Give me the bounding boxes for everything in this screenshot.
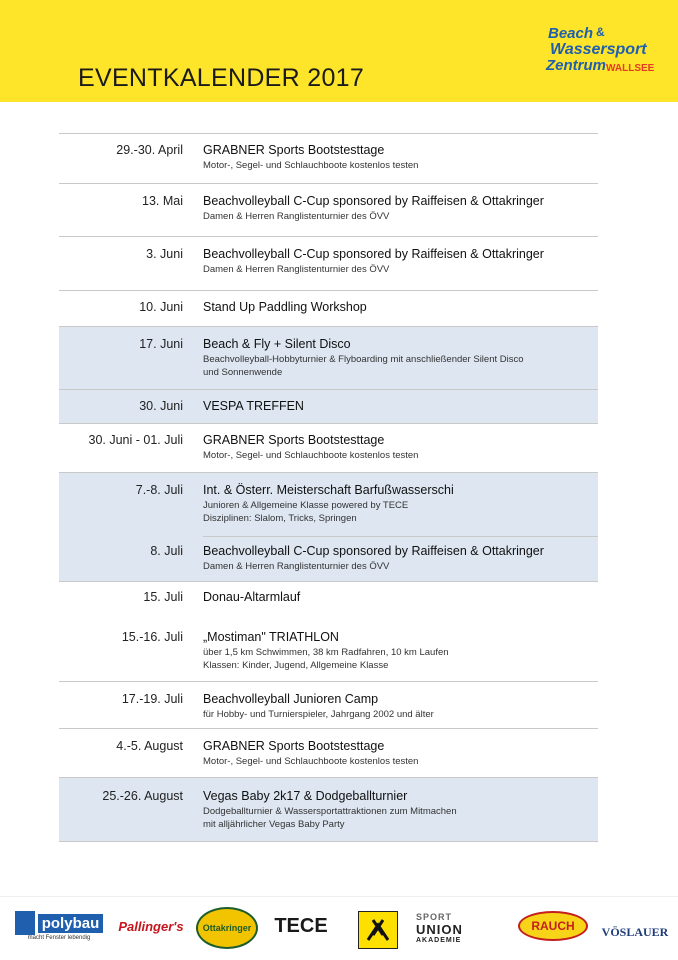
event-title: Beachvolleyball C-Cup sponsored by Raiffeisen & Ottakringer [203, 544, 544, 558]
event-date: 3. Juni [146, 247, 183, 261]
page-title: EVENTKALENDER 2017 [78, 64, 365, 92]
event-description: für Hobby- und Turnierspieler, Jahrgang 2002 und älter [203, 709, 434, 720]
event-description: Damen & Herren Ranglistenturnier des ÖVV [203, 264, 390, 275]
event-title: GRABNER Sports Bootstesttage [203, 739, 385, 753]
svg-text:Zentrum: Zentrum [546, 57, 606, 74]
event-info [203, 194, 598, 223]
row-divider [203, 536, 598, 537]
event-info [203, 739, 598, 768]
event-date: 13. Mai [142, 194, 183, 208]
event-row [59, 582, 598, 620]
svg-text:Beach: Beach [548, 25, 594, 42]
sponsor-bar [0, 896, 678, 960]
header-banner [0, 0, 678, 102]
event-date: 30. Juni [139, 399, 183, 413]
event-title: Beachvolleyball C-Cup sponsored by Raiffeisen & Ottakringer [203, 194, 544, 208]
event-date: 4.-5. August [116, 739, 183, 753]
event-date: 25.-26. August [102, 789, 183, 803]
event-title: VESPA TREFFEN [203, 399, 304, 413]
polybau-logo: polybau macht Fenster lebendig [10, 909, 108, 943]
event-date: 29.-30. April [116, 143, 183, 157]
event-date: 30. Juni - 01. Juli [88, 433, 183, 447]
event-info [203, 544, 598, 573]
event-description: Damen & Herren Ranglistenturnier des ÖVV [203, 561, 390, 572]
event-title: GRABNER Sports Bootstesttage [203, 143, 385, 157]
event-date: 8. Juli [150, 544, 183, 558]
event-info [203, 433, 598, 462]
event-info [203, 483, 598, 525]
event-title: Int. & Österr. Meisterschaft Barfußwasserschi [203, 483, 454, 497]
sportunion-akademie-logo: SPORT UNION AKADEMIE [416, 912, 463, 944]
event-row [59, 424, 598, 473]
event-description: Damen & Herren Ranglistenturnier des ÖVV [203, 211, 390, 222]
event-title: Beachvolleyball C-Cup sponsored by Raiffeisen & Ottakringer [203, 247, 544, 261]
event-description: Motor-, Segel- und Schlauchboote kostenlos testen [203, 756, 419, 767]
event-row [59, 237, 598, 291]
event-description: Motor-, Segel- und Schlauchboote kostenlos testen [203, 450, 419, 461]
rauch-logo: RAUCH [518, 911, 588, 941]
event-row [59, 134, 598, 184]
event-row [59, 390, 598, 424]
event-date: 15.-16. Juli [121, 630, 183, 644]
voeslauer-logo: VÖSLAUER [601, 924, 669, 939]
raiffeisen-logo [358, 911, 398, 949]
event-info [203, 337, 598, 379]
event-info [203, 630, 598, 672]
pallinger-logo: Pallinger's [118, 918, 184, 934]
event-date: 7.-8. Juli [135, 483, 183, 497]
beach-wassersport-zentrum-logo [540, 18, 656, 80]
raiffeisen-gable-icon [363, 915, 393, 945]
svg-text:&: & [596, 25, 605, 39]
event-description: Dodgeballturnier & Wassersportattraktionen zum Mitmachen mit alljährlicher Vegas Baby Party [203, 806, 457, 830]
event-row [59, 291, 598, 327]
event-row [59, 729, 598, 778]
event-date: 17. Juni [139, 337, 183, 351]
event-date: 15. Juli [143, 590, 183, 604]
event-title: Vegas Baby 2k17 & Dodgeballturnier [203, 789, 408, 803]
ottakringer-logo: Ottakringer [196, 907, 258, 949]
event-description: Beachvolleyball-Hobbyturnier & Flyboarding mit anschließender Silent Disco und Sonnenwende [203, 354, 524, 378]
event-date: 17.-19. Juli [121, 692, 183, 706]
event-row [59, 620, 598, 682]
event-title: „Mostiman" TRIATHLON [203, 630, 339, 644]
event-description: Motor-, Segel- und Schlauchboote kostenlos testen [203, 160, 419, 171]
event-date: 10. Juni [139, 300, 183, 314]
event-row [59, 184, 598, 237]
event-title: Donau-Altarmlauf [203, 590, 301, 604]
svg-text:WALLSEE: WALLSEE [606, 63, 655, 74]
event-title: Stand Up Paddling Workshop [203, 300, 367, 314]
event-title: Beach & Fly + Silent Disco [203, 337, 351, 351]
tece-logo: TECE [274, 914, 328, 937]
event-description: Junioren & Allgemeine Klasse powered by TECE Disziplinen: Slalom, Tricks, Springen [203, 500, 409, 524]
event-title: GRABNER Sports Bootstesttage [203, 433, 385, 447]
event-info [203, 789, 598, 831]
event-info [203, 247, 598, 276]
event-list [59, 133, 598, 842]
event-row [59, 327, 598, 390]
event-row [59, 682, 598, 729]
event-title: Beachvolleyball Junioren Camp [203, 692, 379, 706]
event-row [59, 778, 598, 842]
event-description: über 1,5 km Schwimmen, 38 km Radfahren, 10 km Laufen Klassen: Kinder, Jugend, Allgemeine Klasse [203, 647, 449, 671]
event-info [203, 300, 598, 314]
event-info [203, 143, 598, 172]
event-row [59, 473, 598, 582]
event-info [203, 692, 598, 721]
svg-text:Wassersport: Wassersport [550, 41, 647, 58]
event-info [203, 590, 598, 604]
event-info [203, 399, 598, 413]
